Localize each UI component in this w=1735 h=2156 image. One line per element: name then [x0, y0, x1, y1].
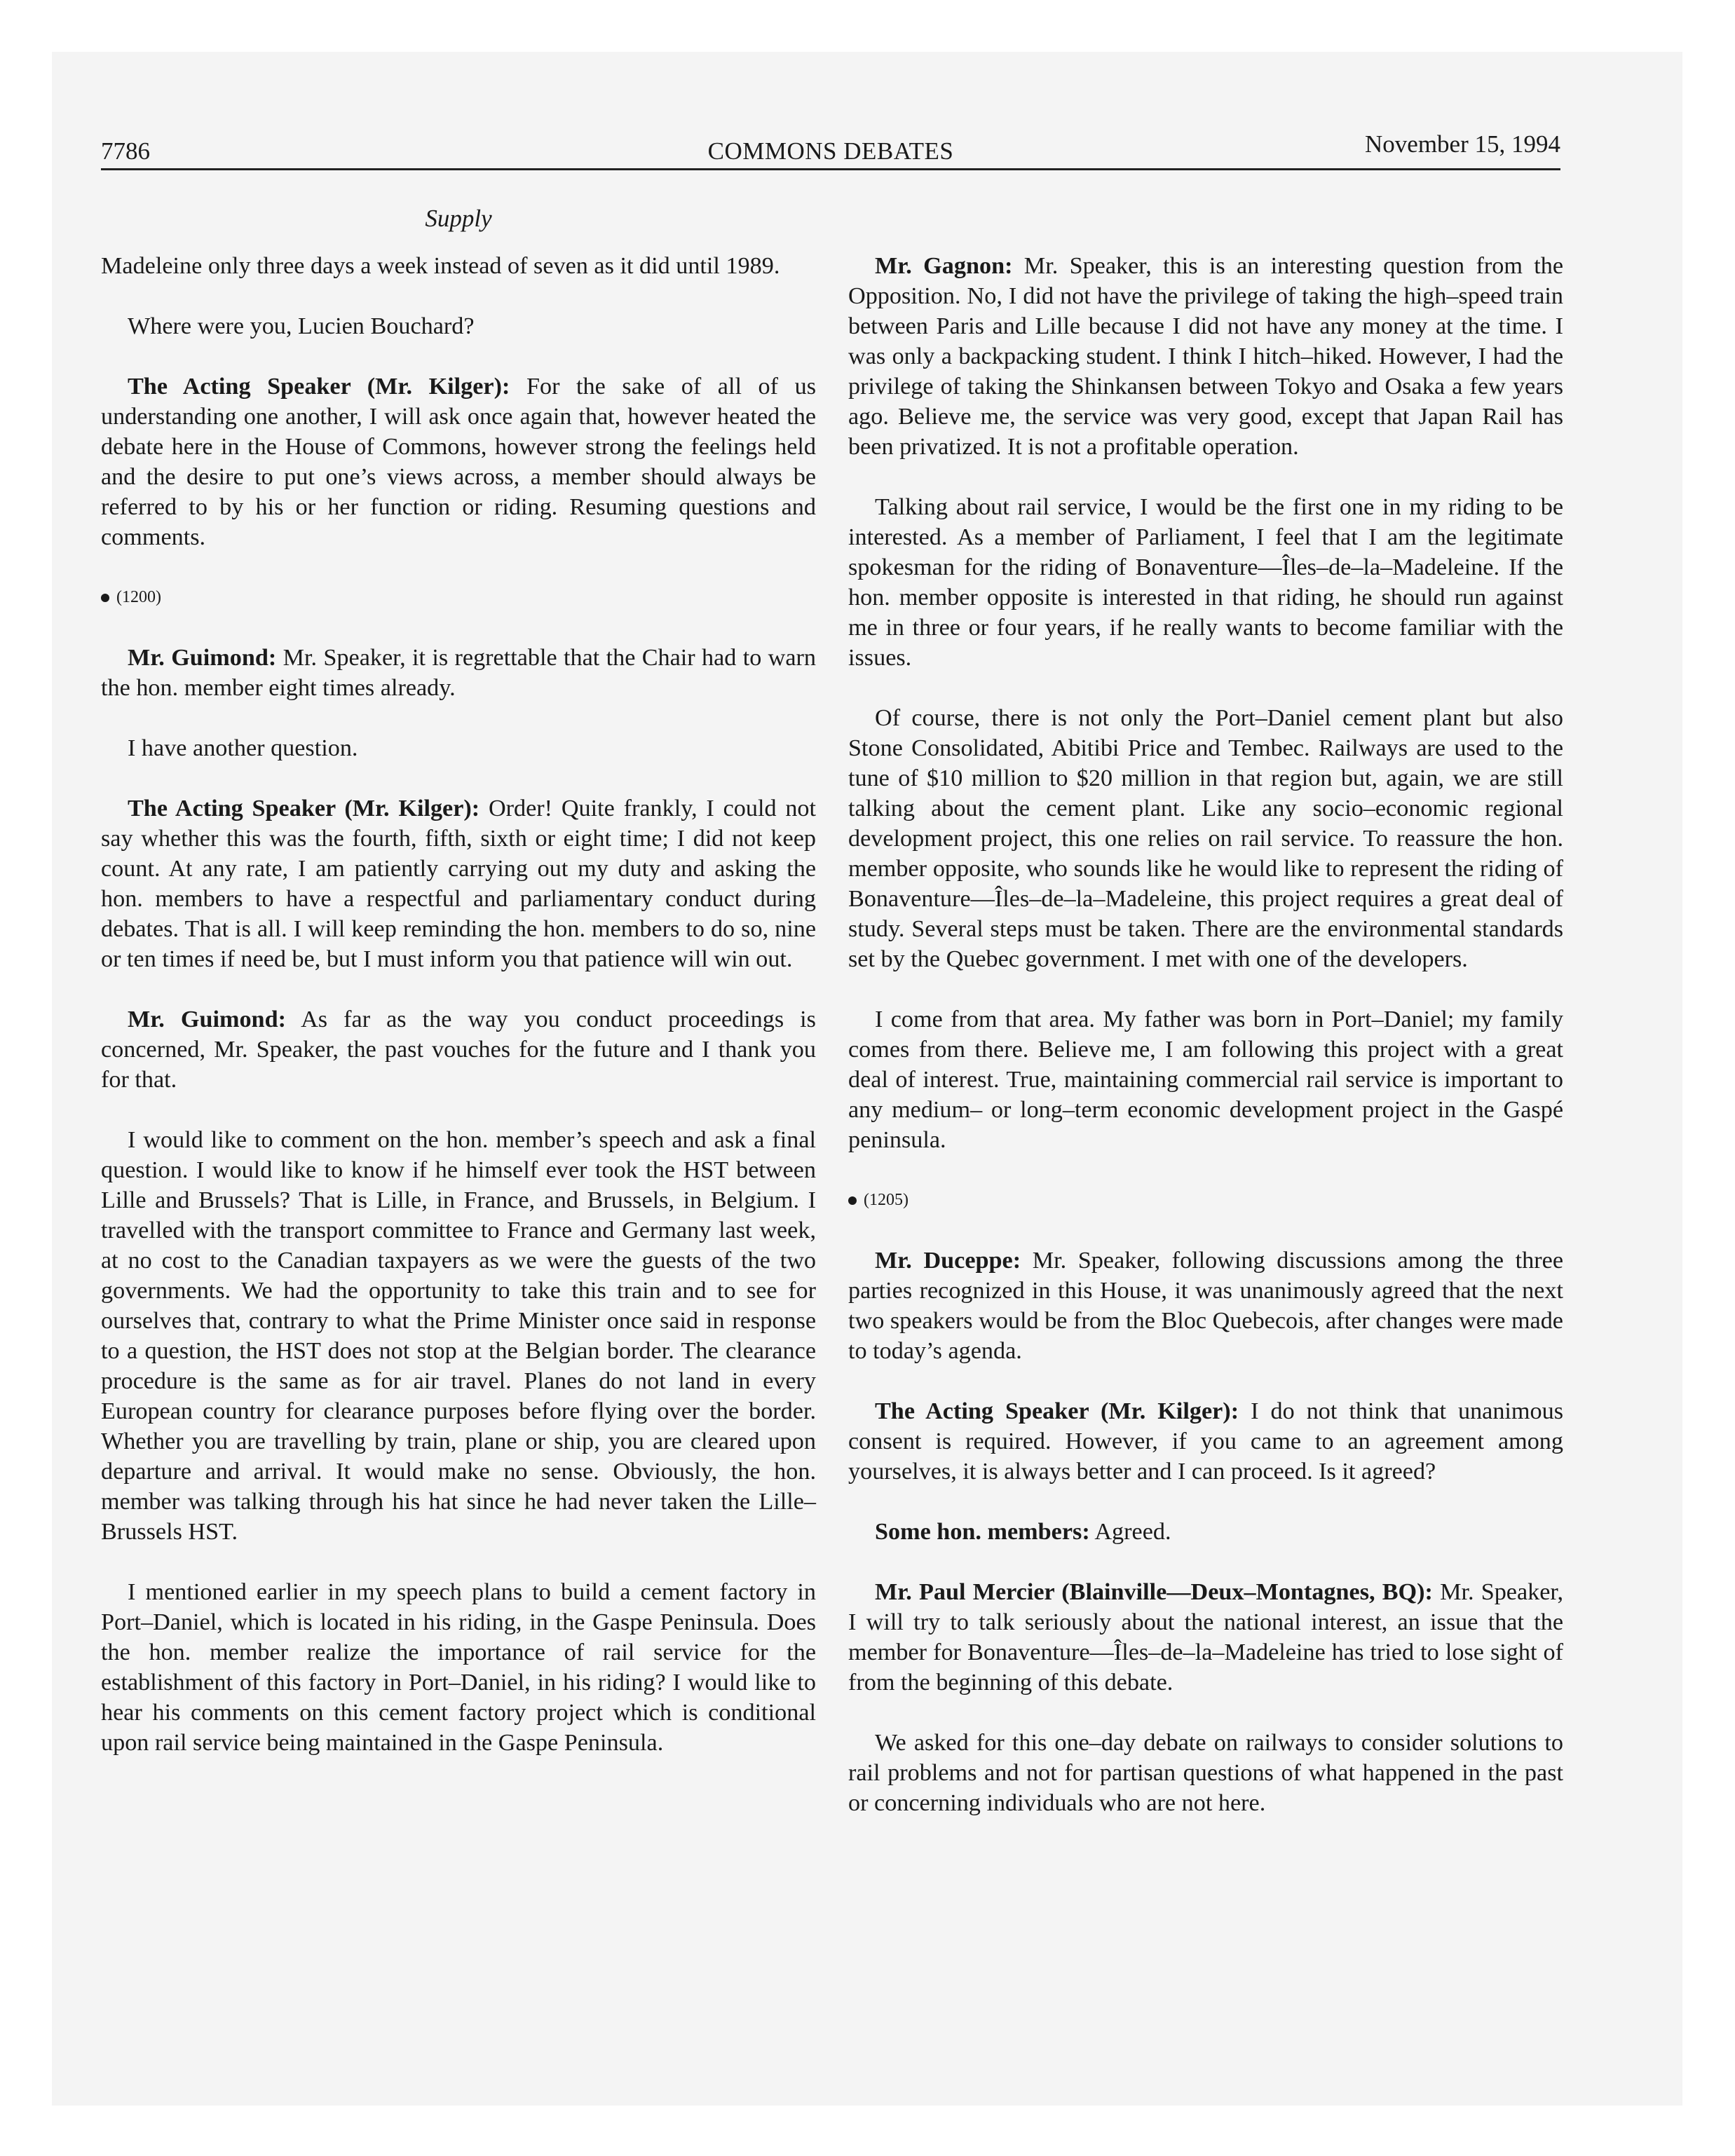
speech-paragraph — [848, 1396, 1563, 1487]
page-number: 7786 — [101, 137, 150, 165]
paragraph — [101, 733, 816, 763]
paragraph-text: I would like to comment on the hon. member’s speech and ask a final question. I would like to know if he himself ever took the HST between Lille and Brussels? That is Lille, in France, and Brussels, in Belgium. I travelled with the transport committee to France and Germany last week, at no cost to the Canadian taxpayers as we were the guests of the two governments. We had the opportunity to take this train and to see for ourselves that, contrary to what the Prime Minister once said in response to a question, the HST does not stop at the Belgian border. The clearance procedure is the same as for air travel. Planes do not land in every European country for clearance purposes before flying over the border. Whether you are travelling by train, plane or ship, you are cleared upon departure and arrival. It would make no sense. Obviously, the hon. member was talking through his hat since he had never taken the Lille–Brussels HST. — [101, 1127, 816, 1545]
header-rule — [101, 168, 1560, 170]
time-marker — [848, 1185, 1563, 1215]
time-marker-text: (1205) — [864, 1191, 909, 1209]
paragraph-text: Madeleine only three days a week instead of seven as it did until 1989. — [101, 253, 780, 279]
speaker-name: Mr. Paul Mercier (Blainville—Deux–Montagnes, BQ): — [875, 1579, 1433, 1605]
paragraph-text: Mr. Speaker, it is regrettable that the Chair had to warn the hon. member eight times already. — [101, 645, 816, 701]
left-column — [101, 251, 816, 1788]
speech-paragraph — [101, 1004, 816, 1095]
paragraph — [101, 251, 816, 281]
speaker-name: Mr. Gagnon: — [875, 253, 1013, 279]
paragraph — [848, 492, 1563, 673]
speaker-name: The Acting Speaker (Mr. Kilger): — [128, 796, 480, 821]
speech-paragraph — [101, 793, 816, 974]
paragraph-text: Of course, there is not only the Port–Daniel cement plant but also Stone Consolidated, Abitibi Price and Tembec. Railways are used to the tune of $10 million to $20 million in that region but, again, we are still talking about the cement plant. Like any socio–economic regional development project, this one relies on rail service. To reassure the hon. member opposite, who sounds like he would like to represent the riding of Bonaventure—Îles–de–la–Madeleine, this project requires a great deal of study. Several steps must be taken. There are the environmental standards set by the Quebec government. I met with one of the developers. — [848, 705, 1563, 972]
bullet-icon — [848, 1196, 857, 1205]
speaker-name: Mr. Guimond: — [128, 645, 277, 671]
paragraph-text: Agreed. — [1089, 1519, 1171, 1545]
speaker-name: The Acting Speaker (Mr. Kilger): — [128, 374, 510, 400]
section-title: Supply — [425, 205, 492, 232]
speech-paragraph — [101, 643, 816, 703]
speech-paragraph — [848, 251, 1563, 462]
speech-paragraph — [848, 1246, 1563, 1366]
paragraph-text: For the sake of all of us understanding one another, I will ask once again that, however heated the debate here in the House of Commons, however strong the feelings held and the desire to put one’s views across, a member should always be referred to by his or her function or riding. Resuming questions and comments. — [101, 374, 817, 550]
right-column — [848, 251, 1563, 1848]
paragraph-text: Mr. Speaker, following discussions among the three parties recognized in this House, it was unanimously agreed that the next two speakers would be from the Bloc Quebecois, after changes were made to today’s agenda. — [848, 1248, 1563, 1364]
paragraph — [101, 311, 816, 341]
paragraph-text: I do not think that unanimous consent is required. However, if you came to an agreement among yourselves, it is always better and I can proceed. Is it agreed? — [848, 1398, 1564, 1485]
paragraph — [848, 1004, 1563, 1155]
publication-date: November 15, 1994 — [1365, 130, 1560, 158]
speaker-name: Mr. Guimond: — [128, 1007, 286, 1032]
time-marker — [101, 582, 816, 613]
paragraph-text: Mr. Speaker, this is an interesting question from the Opposition. No, I did not have the privilege of taking the high–speed train between Paris and Lille because I did not have any money at the time. I was only a backpacking student. I think I hitch–hiked. However, I had the privilege of taking the Shinkansen between Tokyo and Osaka a few years ago. Believe me, the service was very good, except that Japan Rail has been privatized. It is not a profitable operation. — [848, 253, 1563, 460]
paragraph-text: Mr. Speaker, I will try to talk seriously about the national interest, an issue that the member for Bonaventure—Îles–de–la–Madeleine has tried to lose sight of from the beginning of this debate. — [848, 1579, 1563, 1696]
paragraph — [101, 1125, 816, 1547]
speech-paragraph — [848, 1577, 1563, 1698]
speaker-name: The Acting Speaker (Mr. Kilger): — [875, 1398, 1239, 1424]
paragraph — [848, 1728, 1563, 1818]
bullet-icon — [101, 594, 109, 602]
paragraph-text: Where were you, Lucien Bouchard? — [128, 313, 475, 339]
page-header — [101, 130, 1560, 174]
paragraph-text: I come from that area. My father was born in Port–Daniel; my family comes from there. Believe me, I am following this project with a great deal of interest. True, maintaining commercial rail service is important to any medium– or long–term economic development project in the Gaspé peninsula. — [848, 1007, 1563, 1153]
speaker-name: Some hon. members: — [875, 1519, 1090, 1545]
speaker-name: Mr. Duceppe: — [875, 1248, 1021, 1274]
publication-title: COMMONS DEBATES — [707, 137, 954, 165]
speech-paragraph — [848, 1517, 1563, 1547]
paragraph-text: As far as the way you conduct proceedings is concerned, Mr. Speaker, the past vouches for the future and I thank you for that. — [101, 1007, 816, 1093]
paragraph-text: Talking about rail service, I would be the first one in my riding to be interested. As a member of Parliament, I feel that I am the legitimate spokesman for the riding of Bonaventure—Îles–de–la–Madeleine. If the hon. member opposite is interested in that riding, he should run against me in three or four years, if he really wants to become familiar with the issues. — [848, 494, 1563, 671]
time-marker-text: (1200) — [116, 588, 161, 606]
speech-paragraph — [101, 371, 816, 552]
paragraph-text: Order! Quite frankly, I could not say whether this was the fourth, fifth, sixth or eight time; I did not keep count. At any rate, I am patiently carrying out my duty and asking the hon. members to have a respectful and parliamentary conduct during debates. That is all. I will keep reminding the hon. members to do so, nine or ten times if need be, but I must inform you that patience will win out. — [101, 796, 817, 972]
paragraph-text: I mentioned earlier in my speech plans to build a cement factory in Port–Daniel, which is located in his riding, in the Gaspe Peninsula. Does the hon. member realize the importance of rail service for the establishment of this factory in Port–Daniel, in his riding? I would like to hear his comments on this cement factory project which is conditional upon rail service being maintained in the Gaspe Peninsula. — [101, 1579, 816, 1756]
paragraph-text: I have another question. — [128, 735, 358, 761]
paragraph — [848, 703, 1563, 974]
paragraph-text: We asked for this one–day debate on railways to consider solutions to rail problems and not for partisan questions of what happened in the past or concerning individuals who are not here. — [848, 1730, 1563, 1816]
paragraph — [101, 1577, 816, 1758]
